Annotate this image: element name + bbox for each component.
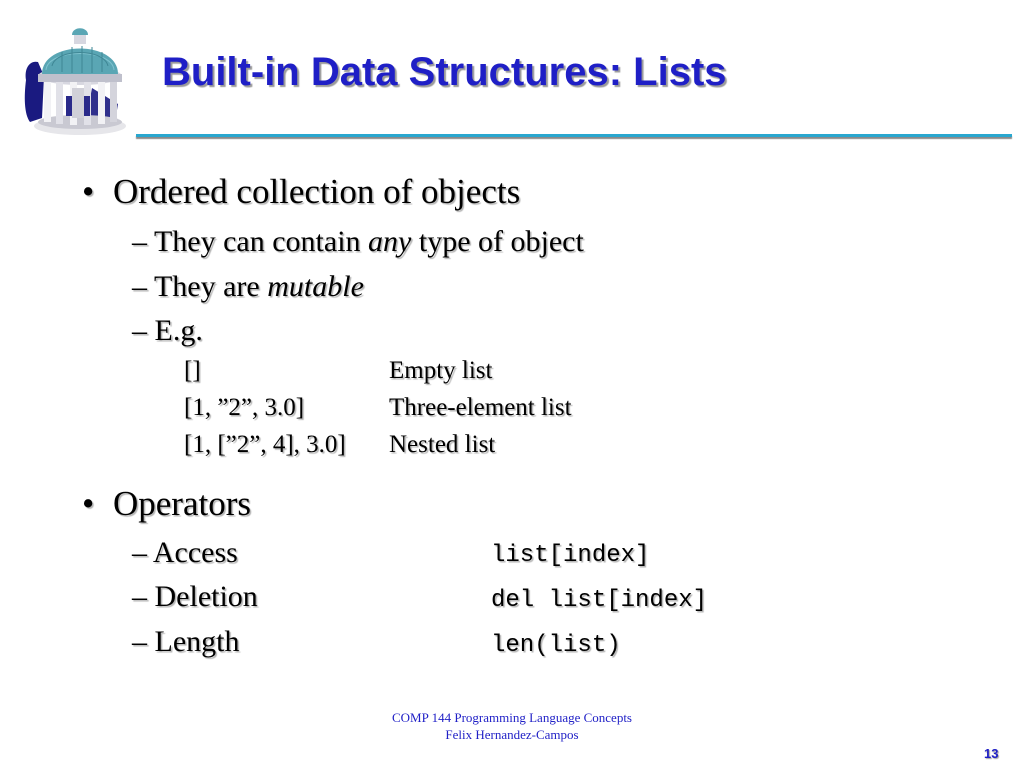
operator-length bbox=[132, 625, 239, 659]
sub-bullet-emphasis: any bbox=[368, 225, 412, 258]
operator-code-length: len(list) bbox=[491, 632, 621, 659]
example-code-nested: [1, [”2”, 4], 3.0] bbox=[184, 431, 346, 458]
example-desc-three: Three-element list bbox=[389, 394, 572, 421]
footer-author: Felix Hernandez-Campos bbox=[445, 727, 579, 742]
slide-title: Built-in Data Structures: Lists bbox=[162, 50, 727, 94]
sub-bullet-prefix: They can contain bbox=[153, 225, 369, 258]
operator-name: Deletion bbox=[154, 580, 258, 613]
page-number: 13 bbox=[984, 746, 999, 761]
bullet-text-ordered-collection: Ordered collection of objects bbox=[113, 172, 521, 211]
sub-bullet-marker: – bbox=[132, 580, 147, 613]
sub-bullet-marker: – bbox=[132, 536, 147, 569]
operator-access bbox=[132, 536, 238, 570]
example-code-empty: [] bbox=[184, 357, 201, 384]
bullet-text-operators: Operators bbox=[113, 484, 252, 523]
sub-bullet-any-type bbox=[132, 225, 584, 259]
operator-name: Length bbox=[154, 625, 240, 658]
footer-course: COMP 144 Programming Language Concepts bbox=[392, 710, 632, 725]
sub-bullet-marker: – bbox=[132, 225, 147, 258]
sub-bullet-prefix: E.g. bbox=[154, 314, 203, 347]
bullet-marker: • bbox=[82, 484, 95, 523]
sub-bullet-emphasis: mutable bbox=[267, 270, 364, 303]
example-code-three: [1, ”2”, 3.0] bbox=[184, 394, 305, 421]
sub-bullet-marker: – bbox=[132, 625, 147, 658]
operator-code-deletion: del list[index] bbox=[491, 587, 708, 614]
sub-bullet-marker: – bbox=[132, 314, 147, 347]
sub-bullet-eg bbox=[132, 314, 203, 348]
operator-deletion bbox=[132, 580, 258, 614]
title-divider bbox=[136, 134, 1012, 137]
example-desc-nested: Nested list bbox=[389, 431, 496, 458]
sub-bullet-marker: – bbox=[132, 270, 147, 303]
sub-bullet-mutable bbox=[132, 270, 364, 304]
old-well-logo-icon bbox=[22, 18, 134, 140]
example-desc-empty: Empty list bbox=[389, 357, 493, 384]
operator-name: Access bbox=[152, 536, 238, 569]
sub-bullet-prefix: They are bbox=[153, 270, 268, 303]
operator-code-access: list[index] bbox=[491, 542, 650, 569]
sub-bullet-suffix: type of object bbox=[411, 225, 584, 258]
bullet-marker: • bbox=[82, 172, 95, 211]
